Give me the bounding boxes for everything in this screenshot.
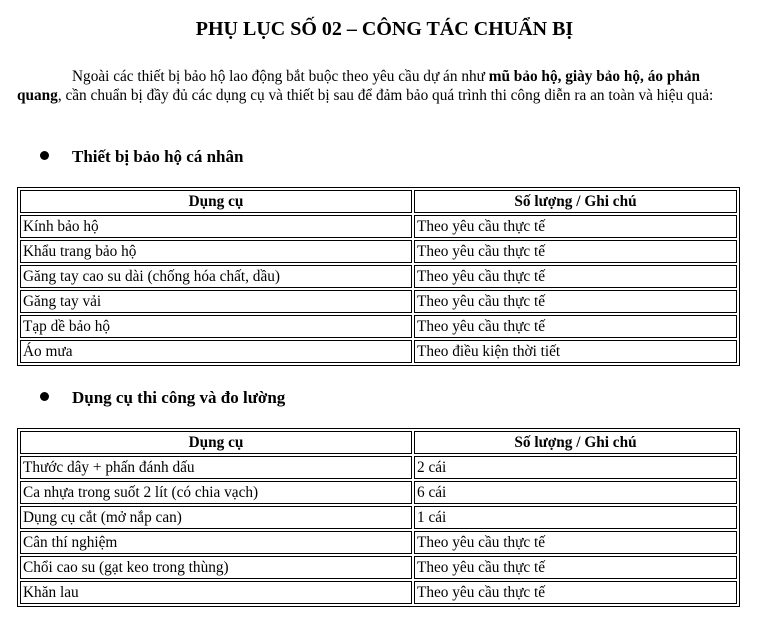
table-row bbox=[20, 215, 737, 238]
table-row bbox=[20, 290, 737, 313]
section-heading-ppe bbox=[40, 147, 243, 167]
section-heading-ppe-label: Thiết bị bảo hộ cá nhân bbox=[72, 147, 244, 166]
cell-tool: Khăn lau bbox=[20, 581, 412, 604]
table-row bbox=[20, 265, 737, 288]
intro-text-bold: mũ bảo hộ, giày bảo hộ, áo phản quang bbox=[17, 68, 700, 104]
cell-quantity: Theo yêu cầu thực tế bbox=[414, 265, 737, 288]
cell-tool: Găng tay vải bbox=[20, 290, 412, 313]
cell-tool: Dụng cụ cắt (mở nắp can) bbox=[20, 506, 412, 529]
page-title: PHỤ LỤC SỐ 02 – CÔNG TÁC CHUẨN BỊ bbox=[195, 18, 574, 40]
table-row bbox=[20, 240, 737, 263]
table-row bbox=[20, 581, 737, 604]
table-header-row bbox=[20, 431, 737, 454]
cell-tool: Ca nhựa trong suốt 2 lít (có chia vạch) bbox=[20, 481, 412, 504]
bullet-icon bbox=[40, 151, 49, 160]
cell-quantity: 6 cái bbox=[414, 481, 737, 504]
cell-tool: Tạp dề bảo hộ bbox=[20, 315, 412, 338]
cell-tool: Áo mưa bbox=[20, 340, 412, 363]
cell-quantity: Theo yêu cầu thực tế bbox=[414, 581, 737, 604]
intro-paragraph bbox=[17, 67, 729, 105]
cell-quantity: Theo yêu cầu thực tế bbox=[414, 215, 737, 238]
ppe-table bbox=[17, 187, 740, 366]
column-header-quantity: Số lượng / Ghi chú bbox=[414, 190, 737, 213]
cell-quantity: Theo yêu cầu thực tế bbox=[414, 531, 737, 554]
section-heading-tools-label: Dụng cụ thi công và đo lường bbox=[72, 388, 286, 407]
column-header-quantity: Số lượng / Ghi chú bbox=[414, 431, 737, 454]
cell-quantity: Theo yêu cầu thực tế bbox=[414, 556, 737, 579]
table-header-row bbox=[20, 190, 737, 213]
table-row bbox=[20, 481, 737, 504]
section-heading-tools bbox=[40, 388, 285, 408]
cell-tool: Cân thí nghiệm bbox=[20, 531, 412, 554]
cell-tool: Khẩu trang bảo hộ bbox=[20, 240, 412, 263]
table-row bbox=[20, 531, 737, 554]
table-row bbox=[20, 506, 737, 529]
table-row bbox=[20, 556, 737, 579]
cell-tool: Kính bảo hộ bbox=[20, 215, 412, 238]
cell-quantity: Theo yêu cầu thực tế bbox=[414, 315, 737, 338]
cell-quantity: Theo điều kiện thời tiết bbox=[414, 340, 737, 363]
cell-tool: Găng tay cao su dài (chống hóa chất, dầu) bbox=[20, 265, 412, 288]
table-row bbox=[20, 340, 737, 363]
cell-quantity: Theo yêu cầu thực tế bbox=[414, 290, 737, 313]
bullet-icon bbox=[40, 392, 49, 401]
column-header-tool: Dụng cụ bbox=[20, 431, 412, 454]
intro-text-end: , cần chuẩn bị đầy đủ các dụng cụ và thiết bị sau để đảm bảo quá trình thi công diễn ra an toàn và hiệu quả: bbox=[57, 87, 714, 104]
cell-quantity: 1 cái bbox=[414, 506, 737, 529]
table-row bbox=[20, 315, 737, 338]
cell-quantity: Theo yêu cầu thực tế bbox=[414, 240, 737, 263]
table-row bbox=[20, 456, 737, 479]
tools-table bbox=[17, 428, 740, 607]
intro-text-start: Ngoài các thiết bị bảo hộ lao động bắt buộc theo yêu cầu dự án như bbox=[72, 68, 489, 85]
cell-tool: Chổi cao su (gạt keo trong thùng) bbox=[20, 556, 412, 579]
cell-tool: Thước dây + phấn đánh dấu bbox=[20, 456, 412, 479]
cell-quantity: 2 cái bbox=[414, 456, 737, 479]
column-header-tool: Dụng cụ bbox=[20, 190, 412, 213]
